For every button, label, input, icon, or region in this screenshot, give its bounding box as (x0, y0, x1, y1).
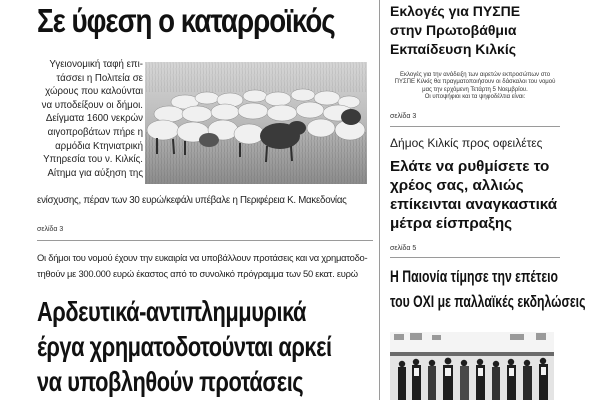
election-headline[interactable] (390, 2, 520, 59)
second-headline[interactable] (37, 294, 332, 399)
headline-line: Ελάτε να ρυθμίσετε το (390, 158, 550, 175)
ceremony-photo[interactable] (390, 332, 554, 400)
body-line: να υποδείξουν οι δήμοι. (41, 99, 143, 111)
sheep-flock-photo[interactable] (145, 62, 367, 184)
headline-line: να υποβληθούν προτάσεις (37, 366, 304, 397)
body-line: Υγειονομική ταφή επι- (49, 59, 143, 70)
divider (37, 240, 373, 241)
body-line: Υπηρεσία του ν. Κιλκίς. (43, 154, 143, 166)
right-column (390, 0, 586, 400)
main-story-body (37, 58, 143, 180)
body-line: τάσσει η Πολιτεία σε (56, 72, 143, 84)
election-body (390, 72, 560, 102)
body-line: Αίτημα για αύξηση της (47, 167, 143, 179)
headline-line: του ΟΧΙ με παλλαϊκές εκδηλώσεις (390, 292, 586, 311)
debts-headline[interactable] (390, 157, 557, 233)
headline-line: έργα χρηματοδοτούνται αρκεί (37, 331, 332, 362)
paionia-headline[interactable] (390, 264, 585, 314)
column-divider (379, 0, 380, 400)
main-story-body-wide: ενίσχυσης, πέραν των 30 ευρώ/κεφάλι υπέβαλε η Περιφέρεια Κ. Μακεδονίας (37, 195, 347, 206)
body-line: αιγοπροβάτων πήρε η (47, 126, 143, 138)
body-line: αρμόδια Κτηνιατρική (55, 140, 143, 152)
body-line: χώρους που καλούνται (45, 86, 143, 98)
debts-kicker: Δήμος Κιλκίς προς οφειλέτες (390, 136, 543, 150)
lead-line: Οι δήμοι του νομού έχουν την ευκαιρία να υποβάλλουν προτάσεις και να χρηματοδο- (37, 252, 368, 263)
left-column (37, 0, 370, 400)
body-line: Δείγματα 1600 νεκρών (45, 113, 143, 125)
page-ref: σελίδα 3 (37, 226, 64, 233)
divider (390, 257, 560, 258)
headline-line: Εκπαίδευση Κιλκίς (390, 41, 517, 57)
headline-line: επίκεινται αναγκαστικά (390, 196, 558, 213)
headline-line: στην Πρωτοβάθμια (390, 22, 517, 38)
body-line: μας την ερχόμενη Τετάρτη 5 Νοεμβρίου. (422, 86, 528, 93)
body-line: Οι υποψήφιοι και τα ψηφοδέλτια είναι: (424, 94, 526, 101)
lead-story-lead (37, 250, 377, 282)
main-headline[interactable]: Σε ύφεση ο καταρροϊκός (37, 2, 335, 39)
lead-line: τηθούν με 300.000 ευρώ έκαστος από το συνολικό πρόγραμμα των 50 εκατ. ευρώ (37, 268, 358, 279)
headline-line: Αρδευτικά-αντιπλημμυρικά (37, 296, 307, 327)
headline-line: μέτρα είσπραξης (390, 215, 512, 232)
headline-line: Η Παιονία τίμησε την επέτειο (390, 267, 559, 286)
page-ref: σελίδα 5 (390, 245, 417, 252)
body-line: ΠΥΣΠΕ Κιλκίς θα πραγματοποιήσουν οι δάσκαλοι του νομού (394, 79, 556, 86)
divider (390, 126, 560, 127)
body-line: Εκλογές για την ανάδειξη των αιρετών εκπροσώπων στο (399, 72, 551, 78)
headline-line: Εκλογές για ΠΥΣΠΕ (390, 3, 521, 19)
headline-line: χρέος σας, αλλιώς (390, 177, 524, 194)
page-ref: σελίδα 3 (390, 113, 417, 120)
